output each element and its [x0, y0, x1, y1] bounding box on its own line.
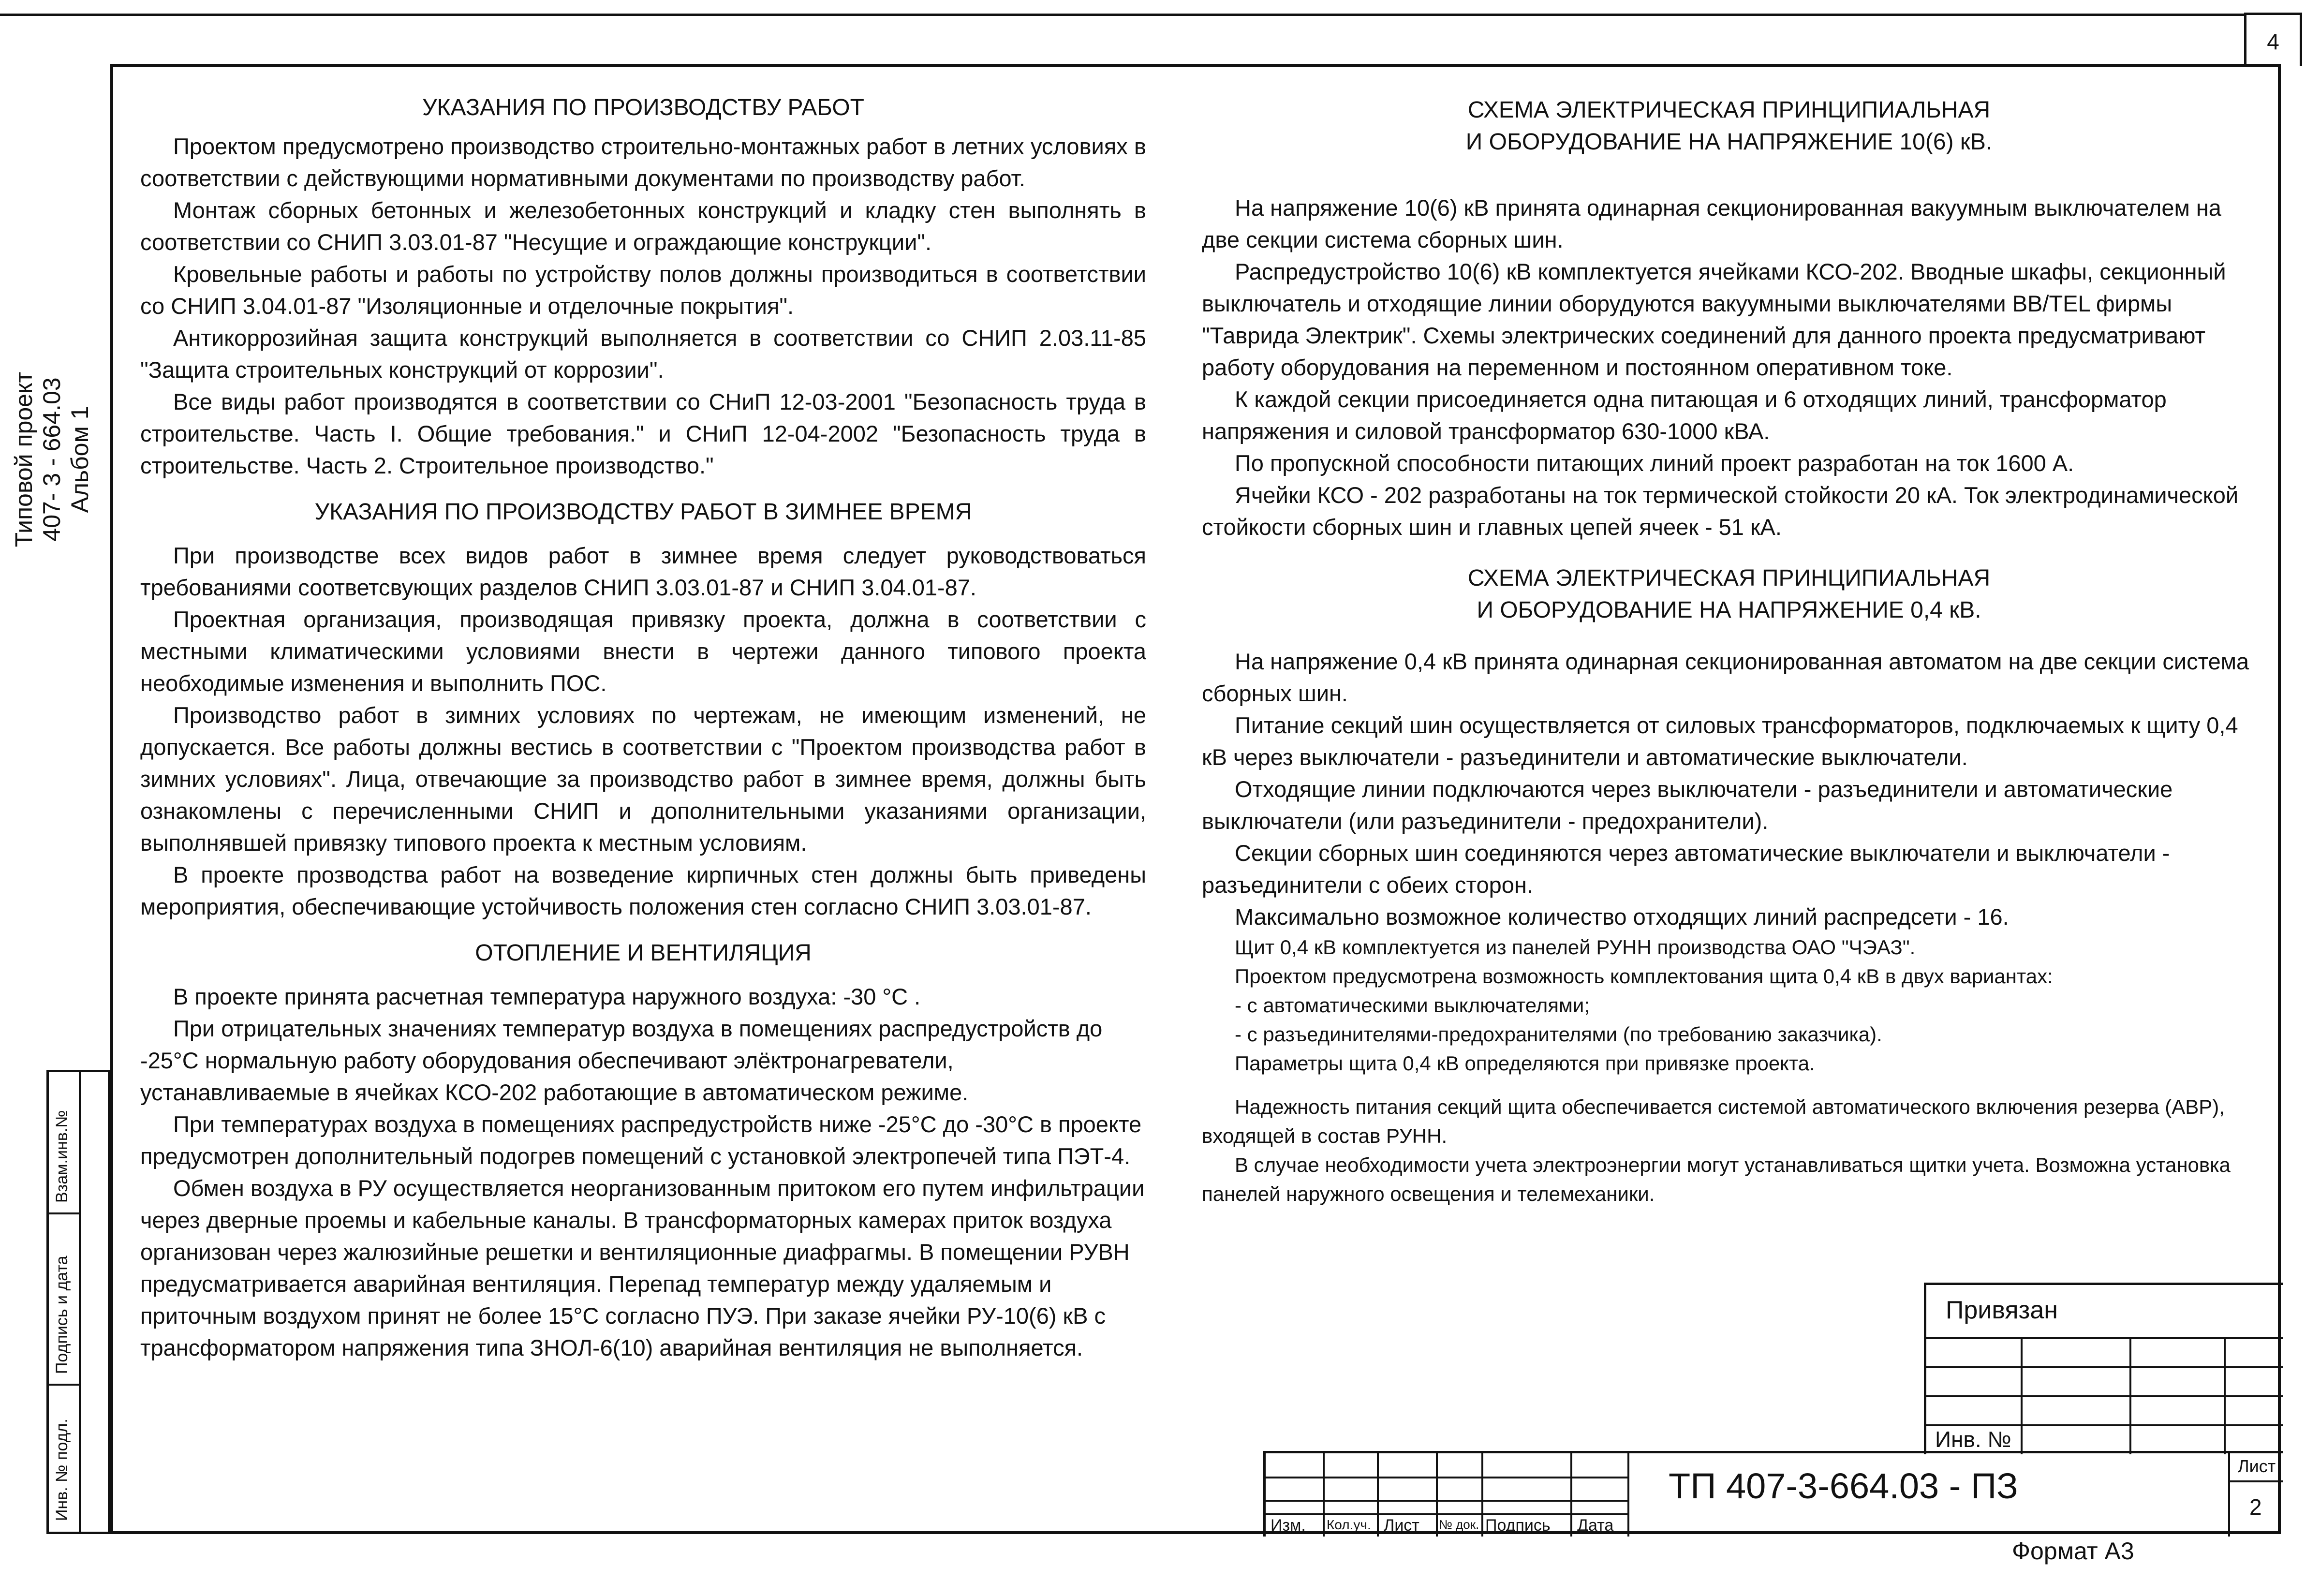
stamp-line: [2021, 1337, 2023, 1454]
sheet-label: Лист: [2238, 1456, 2276, 1476]
section-heading: УКАЗАНИЯ ПО ПРОИЗВОДСТВУ РАБОТ В ЗИМНЕЕ ВРЕМЯ: [314, 499, 972, 525]
paragraph: В проекте прозводства работ на возведение кирпичных стен должны быть приведены мероприятия, обеспечивающие устойчивость положения стен согласно СНИП 3.03.01-87.: [140, 862, 1146, 919]
side-stamp: [46, 1070, 110, 1534]
stamp-line: [1570, 1453, 1572, 1537]
document-code: ТП 407-3-664.03 - ПЗ: [1669, 1466, 2018, 1506]
top-border-line: [0, 14, 2244, 16]
header-izm: Изм.: [1271, 1516, 1306, 1535]
small-line: Параметры щита 0,4 кВ определяются при привязке проекта.: [1235, 1052, 1815, 1075]
paragraph: Ячейки КСО - 202 разработаны на ток термической стойкости 20 кА. Ток электродинамической стойкости сборных шин и главных цепей ячеек - 51 кА.: [1202, 482, 2239, 540]
stamp-line: [1926, 1337, 2283, 1339]
paragraph: В проекте принята расчетная температура наружного воздуха: -30 °С .: [173, 984, 921, 1009]
small-line: - с автоматическими выключателями;: [1235, 994, 1590, 1017]
section-heading: СХЕМА ЭЛЕКТРИЧЕСКАЯ ПРИНЦИПИАЛЬНАЯ: [1467, 565, 1991, 591]
paragraph: При производстве всех видов работ в зимнее время следует руководствоваться требованиями соответсвующих разделов СНИП 3.03.01-87 и СНИП 3.04.01-87.: [140, 543, 1146, 600]
small-line: - с разъединителями-предохранителями (по требованию заказчика).: [1235, 1023, 1882, 1046]
side-label-inv: Инв. № подл.: [53, 1419, 71, 1521]
paragraph: Отходящие линии подключаются через выключатели - разъединители и автоматические выключатели (или разъединители - предохранители).: [1202, 776, 2173, 834]
side-cell: [49, 1214, 81, 1386]
vertical-title-line: Альбом 1: [66, 406, 93, 513]
paragraph: Максимально возможное количество отходящих линий распредсети - 16.: [1235, 904, 2009, 930]
stamp-line: [1627, 1453, 1629, 1537]
paragraph: Надежность питания секций щита обеспечивается системой автоматического включения резерва (АВР), входящей в состав РУНН.: [1202, 1095, 2225, 1147]
paragraph: Монтаж сборных бетонных и железобетонных конструкций и кладку стен выполнять в соответствии со СНИП 3.03.01-87 "Несущие и ограждающие конструкции".: [140, 197, 1146, 255]
stamp-line: [2224, 1337, 2226, 1454]
stamp-line: [1266, 1500, 1628, 1502]
section-heading: И ОБОРУДОВАНИЕ НА НАПРЯЖЕНИЕ 0,4 кВ.: [1477, 597, 1981, 623]
header-date: Дата: [1577, 1516, 1614, 1535]
paragraph: Питание секций шин осуществляется от силовых трансформаторов, подключаемых к щиту 0,4 кВ через выключатели - разъединители и автоматические выключатели.: [1202, 712, 2238, 770]
paragraph: Антикоррозийная защита конструкций выполняется в соответствии со СНИП 2.03.11-85 "Защита строительных конструкций от коррозии".: [140, 325, 1146, 383]
paragraph: Секции сборных шин соединяются через автоматические выключатели и выключатели - разъединители с обеих сторон.: [1202, 840, 2170, 898]
paragraph: Распредустройство 10(6) кВ комплектуется ячейками КСО-202. Вводные шкафы, секционный выключатель и отходящие линии оборудуются вакуумными выключателями ВВ/TEL фирмы "Таврида Электрик". Схемы электрических соединений для данного проекта предусматривают работу оборудования на переменном и постоянном оперативном токе.: [1202, 259, 2226, 380]
side-label-signature: Подпись и дата: [53, 1256, 71, 1374]
binding-stamp: [1924, 1283, 2283, 1454]
paragraph: Кровельные работы и работы по устройству полов должны производиться в соответствии со СНИП 3.04.01-87 "Изоляционные и отделочные покрытия".: [140, 261, 1146, 319]
side-cell: [49, 1072, 81, 1214]
header-doc: № док.: [1439, 1517, 1479, 1532]
section-heading: ОТОПЛЕНИЕ И ВЕНТИЛЯЦИЯ: [475, 940, 812, 966]
paragraph: В случае необходимости учета электроэнергии могут устанавливаться щитки учета. Возможна установка панелей наружного освещения и телемеханики.: [1202, 1153, 2231, 1205]
paragraph: По пропускной способности питающих линий проект разработан на ток 1600 А.: [1235, 450, 2074, 476]
section-heading: СХЕМА ЭЛЕКТРИЧЕСКАЯ ПРИНЦИПИАЛЬНАЯ: [1467, 97, 1991, 123]
stamp-line: [1266, 1477, 1628, 1478]
small-line: Проектом предусмотрена возможность комплектования щита 0,4 кВ в двух вариантах:: [1235, 965, 2053, 988]
header-signature: Подпись: [1485, 1516, 1551, 1535]
stamp-line: [2228, 1453, 2230, 1537]
paragraph: К каждой секции присоединяется одна питающая и 6 отходящих линий, трансформатор напряжения и силовой трансформатор 630-1000 кВА.: [1202, 386, 2167, 444]
right-column: [1202, 94, 2256, 1209]
stamp-line: [1436, 1453, 1438, 1537]
stamp-line: [1266, 1513, 1628, 1515]
format-label: Формат А3: [2012, 1537, 2134, 1565]
paragraph: При отрицательных значениях температур воздуха в помещениях распредустройств до -25°С нормальную работу оборудования обеспечивают элёктронагреватели, устанавливаемые в ячейках КСО-202 работающие в автоматическом режиме.: [140, 1016, 1103, 1105]
stamp-line: [2129, 1337, 2131, 1454]
stamp-line: [1926, 1366, 2283, 1368]
section-heading: УКАЗАНИЯ ПО ПРОИЗВОДСТВУ РАБОТ: [422, 95, 864, 120]
privyazan-label: Привязан: [1946, 1296, 2058, 1324]
vertical-title-line: Типовой проект: [10, 371, 37, 547]
header-kolvo: Кол.уч.: [1327, 1517, 1371, 1532]
left-column: [140, 92, 1146, 1364]
paragraph: Проектом предусмотрено производство строительно-монтажных работ в летних условиях в соответствии с действующими нормативными документами по производству работ.: [140, 133, 1146, 191]
paragraph: Все виды работ производятся в соответствии со СНиП 12-03-2001 "Безопасность труда в строительстве. Часть I. Общие требования." и СНиП 12-04-2002 "Безопасность труда в строительстве. Часть 2. Строительное производство.": [140, 389, 1146, 478]
stamp-line: [1481, 1453, 1483, 1537]
paragraph: Обмен воздуха в РУ осуществляется неорганизованным притоком его путем инфильтрации через дверные проемы и кабельные каналы. В трансформаторных камерах приток воздуха организован через жалюзийные решетки и вентиляционные диафрагмы. В помещении РУВН предусматривается аварийная вентиляция. Перепад температур между удаляемым и приточным воздухом принят не более 15°С согласно ПУЭ. При заказе ячейки РУ-10(6) кВ с трансформатором напряжения типа ЗНОЛ-6(10) аварийная вентиляция не выполняется.: [140, 1175, 1145, 1360]
vertical-title: [10, 339, 94, 580]
header-list: Лист: [1384, 1516, 1419, 1535]
inv-label: Инв. №: [1935, 1426, 2015, 1452]
paragraph: Производство работ в зимних условиях по чертежам, не имеющим изменений, не допускается. Все работы должны вестись в соответствии с "Проектом производства работ в зимних условиях". Лица, отвечающие за производство работ в зимнее время, должны быть ознакомлены с перечисленными СНИП и дополнительными указаниями организации, выполнявшей привязку типового проекта к местным условиям.: [140, 702, 1146, 856]
paragraph: При температурах воздуха в помещениях распредустройств ниже -25°С до -30°С в проекте предусмотрен дополнительный подогрев помещений с установкой электропечей типа ПЭТ-4.: [140, 1111, 1142, 1169]
stamp-line: [2228, 1480, 2283, 1482]
vertical-title-line: 407- 3 - 664.03: [38, 377, 65, 542]
small-line: Щит 0,4 кВ комплектуется из панелей РУНН производства ОАО "ЧЭАЗ".: [1235, 936, 1916, 959]
paragraph: На напряжение 10(6) кВ принята одинарная секционированная вакуумным выключателем на две секции система сборных шин.: [1202, 195, 2221, 252]
paragraph: Проектная организация, производящая привязку проекта, должна в соответствии с местными климатическими условиями внести в чертежи данного типового проекта необходимые изменения и выполнить ПОС.: [140, 606, 1146, 696]
side-label-vzam: Взам.инв.№: [53, 1110, 71, 1203]
side-cell: [49, 1386, 81, 1532]
stamp-line: [1323, 1453, 1325, 1537]
paragraph: На напряжение 0,4 кВ принята одинарная секционированная автоматом на две секции система сборных шин.: [1202, 649, 2249, 706]
stamp-line: [1926, 1395, 2283, 1397]
sheet-number-top: 4: [2244, 13, 2302, 66]
section-heading: И ОБОРУДОВАНИЕ НА НАПРЯЖЕНИЕ 10(6) кВ.: [1465, 129, 1993, 155]
sheet-value: 2: [2249, 1494, 2262, 1520]
stamp-line: [1377, 1453, 1379, 1537]
